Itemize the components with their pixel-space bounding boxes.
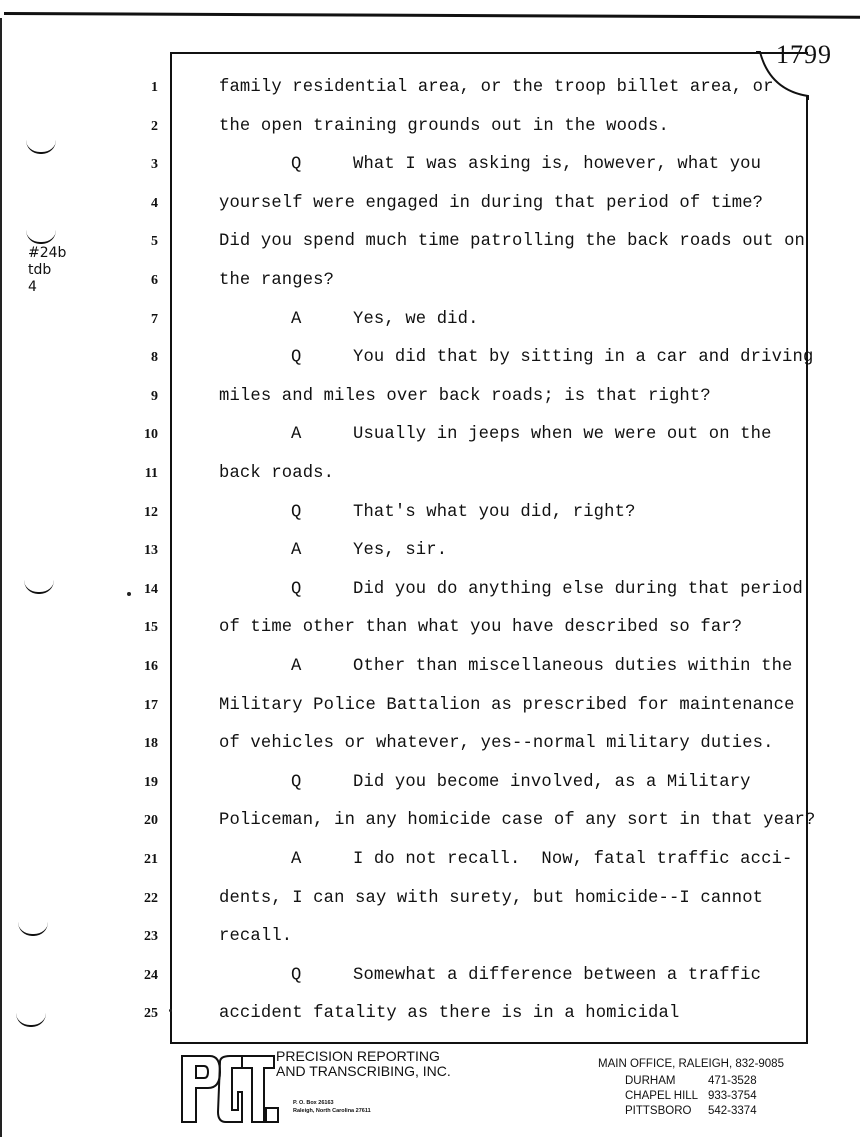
- speaker-label: Q: [291, 772, 302, 792]
- speaker-label: Q: [291, 965, 302, 985]
- transcript-line: of vehicles or whatever, yes--normal military duties.: [219, 734, 774, 754]
- company-address: [293, 1099, 371, 1115]
- transcript-line: Somewhat a difference between a traffic: [353, 965, 762, 985]
- line-number: 17: [144, 697, 158, 713]
- line-number: 13: [144, 543, 158, 559]
- office-name: PITTSBORO: [625, 1105, 692, 1117]
- line-number: 4: [151, 195, 158, 211]
- office-phone: 933-3754: [708, 1090, 757, 1102]
- speaker-label: Q: [291, 579, 302, 599]
- speaker-label: A: [291, 425, 302, 445]
- line-number: 7: [151, 311, 158, 327]
- hole-punch-mark: [18, 922, 48, 936]
- office-name: DURHAM: [625, 1075, 676, 1087]
- line-number: 11: [144, 466, 158, 481]
- company-name: [276, 1049, 451, 1079]
- speaker-label: A: [291, 850, 302, 869]
- office-phone: 471-3528: [708, 1075, 757, 1087]
- company-logo-text: P&T.: [180, 1039, 219, 1057]
- office-row: [598, 1089, 784, 1104]
- transcript-line: Other than miscellaneous duties within the: [353, 657, 793, 676]
- speaker-label: Q: [291, 502, 302, 522]
- margin-note: #24b: [28, 245, 67, 261]
- page-left-edge: [0, 18, 2, 1137]
- line-number: 1: [151, 80, 158, 95]
- transcript-line: the ranges?: [219, 271, 335, 290]
- transcript-line: miles and miles over back roads; is that right?: [219, 386, 711, 406]
- stray-mark: [169, 1009, 172, 1012]
- line-number: 8: [151, 350, 158, 366]
- office-name: CHAPEL HILL: [625, 1090, 699, 1102]
- transcript-line: Did you become involved, as a Military: [353, 772, 751, 792]
- transcript-line: dents, I can say with surety, but homicide--I cannot: [219, 888, 764, 908]
- line-number: 10: [144, 427, 158, 443]
- transcript-line: yourself were engaged in during that period of time?: [219, 193, 764, 213]
- transcript-line: recall.: [219, 927, 293, 947]
- office-row: [598, 1104, 784, 1119]
- line-number: 14: [144, 581, 158, 597]
- margin-note: tdb: [28, 262, 52, 278]
- line-number: 24: [144, 967, 158, 983]
- transcript-line: Military Police Battalion as prescribed for maintenance: [219, 695, 795, 715]
- speaker-label: Q: [291, 348, 302, 368]
- office-row: [598, 1074, 784, 1089]
- transcript-line: of time other than what you have described so far?: [219, 618, 743, 638]
- transcript-line: Yes, sir.: [353, 541, 448, 561]
- transcript-line: Did you spend much time patrolling the back roads out on: [219, 232, 805, 252]
- margin-note: 4: [28, 279, 37, 295]
- line-number: 22: [144, 890, 158, 906]
- line-number: 16: [144, 659, 158, 674]
- speaker-label: Q: [291, 155, 302, 175]
- line-number: 23: [144, 929, 158, 945]
- hole-punch-mark: [24, 580, 54, 594]
- line-number: 15: [144, 620, 158, 636]
- page-number: 1799: [776, 40, 832, 69]
- line-number: 20: [144, 813, 158, 829]
- stray-mark: [127, 592, 131, 596]
- line-number: 12: [144, 504, 158, 520]
- company-name-line1: PRECISION REPORTING: [276, 1048, 440, 1064]
- company-name-line2: AND TRANSCRIBING, INC.: [276, 1063, 451, 1079]
- transcript-line: Usually in jeeps when we were out on the: [353, 425, 772, 445]
- company-logo: [180, 1039, 278, 1126]
- transcript-line: accident fatality as there is in a homicidal: [219, 1004, 680, 1024]
- transcript-line: Did you do anything else during that period: [353, 579, 803, 599]
- line-number: 5: [151, 234, 158, 250]
- transcript-line: That's what you did, right?: [353, 502, 636, 522]
- line-number: 18: [144, 736, 158, 752]
- hole-punch-mark: [26, 230, 56, 244]
- margin-notes: [28, 245, 66, 296]
- line-number: 25: [144, 1006, 158, 1022]
- transcript-line: I do not recall. Now, fatal traffic acci-: [353, 850, 793, 869]
- transcript-line: the open training grounds out in the woods.: [219, 116, 669, 136]
- address-line1: P. O. Box 26163: [293, 1100, 334, 1106]
- transcript-line: You did that by sitting in a car and driving: [353, 348, 814, 368]
- line-number: 6: [151, 273, 158, 288]
- hole-punch-mark: [26, 140, 56, 154]
- office-phone: 542-3374: [708, 1105, 757, 1117]
- line-number: 2: [151, 118, 158, 134]
- transcript-line: family residential area, or the troop billet area, or: [219, 78, 774, 97]
- address-line2: Raleigh, North Carolina 27611: [293, 1108, 371, 1114]
- hole-punch-mark: [16, 1013, 46, 1027]
- top-rule: [4, 12, 860, 19]
- line-number: 3: [151, 157, 158, 173]
- transcript-frame-right-border: [806, 96, 808, 1042]
- office-directory: [598, 1057, 784, 1119]
- transcript-line: back roads.: [219, 464, 335, 483]
- main-office: MAIN OFFICE, RALEIGH, 832-9085: [598, 1058, 784, 1070]
- line-number: 9: [151, 388, 158, 404]
- speaker-label: A: [291, 309, 302, 329]
- line-number: 21: [144, 852, 158, 867]
- transcript-line: Yes, we did.: [353, 309, 479, 329]
- transcript-line: Policeman, in any homicide case of any sort in that year?: [219, 811, 816, 831]
- line-number: 19: [144, 774, 158, 790]
- transcript-line: What I was asking is, however, what you: [353, 155, 762, 175]
- speaker-label: A: [291, 541, 302, 561]
- speaker-label: A: [291, 657, 302, 676]
